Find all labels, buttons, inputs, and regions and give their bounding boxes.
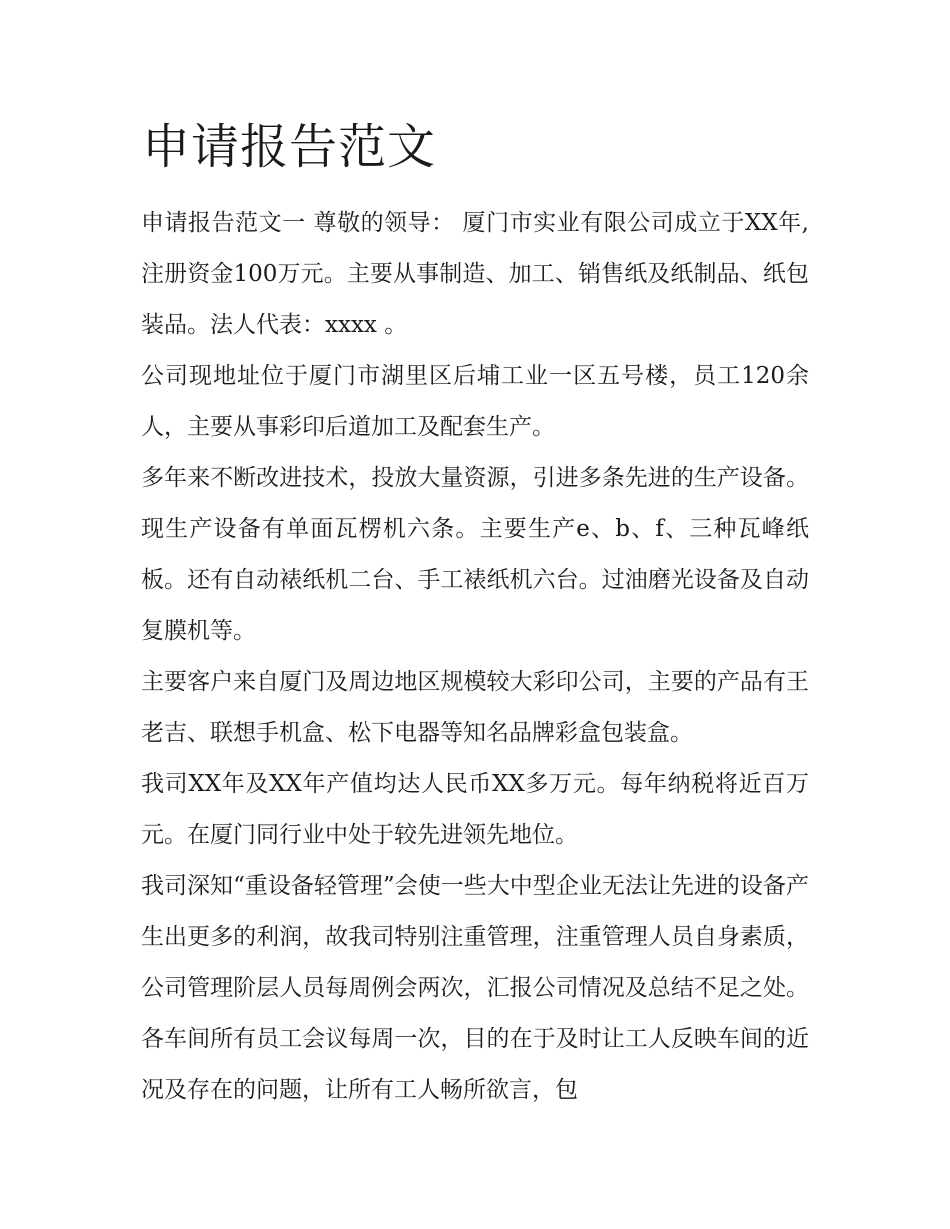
page-title: 申请报告范文: [142, 119, 437, 175]
paragraph-output-value: 我司XX年及XX年产值均达人民币XX多万元。每年纳税将近百万元。在厦门同行业中处于较先进领先地位。: [141, 771, 809, 848]
paragraph-equipment: 多年来不断改进技术，投放大量资源，引进多条先进的生产设备。现生产设备有单面瓦楞机六条。主要生产e、b、f、三种瓦峰纸板。还有自动裱纸机二台、手工裱纸机六台。过油磨光设备及自动复膜机等。: [141, 465, 809, 644]
paragraph-customers: 主要客户来自厦门及周边地区规模较大彩印公司，主要的产品有王老吉、联想手机盒、松下电器等知名品牌彩盒包装盒。: [141, 669, 809, 746]
paragraph-management: 我司深知“重设备轻管理”会使一些大中型企业无法让先进的设备产生出更多的利润，故我司特别注重管理，注重管理人员自身素质，公司管理阶层人员每周例会两次，汇报公司情况及总结不足之处。各车间所有员工会议每周一次，目的在于及时让工人反映车间的近况及存在的问题，让所有工人畅所欲言，包: [141, 873, 809, 1103]
document-body: [141, 198, 809, 1116]
paragraph-company-address: 公司现地址位于厦门市湖里区后埔工业一区五号楼，员工120余人，主要从事彩印后道加工及配套生产。: [141, 363, 809, 440]
paragraph-company-intro: 申请报告范文一 尊敬的领导： 厦门市实业有限公司成立于XX年,注册资金100万元。主要从事制造、加工、销售纸及纸制品、纸包装品。法人代表：xxxx 。: [141, 210, 809, 338]
